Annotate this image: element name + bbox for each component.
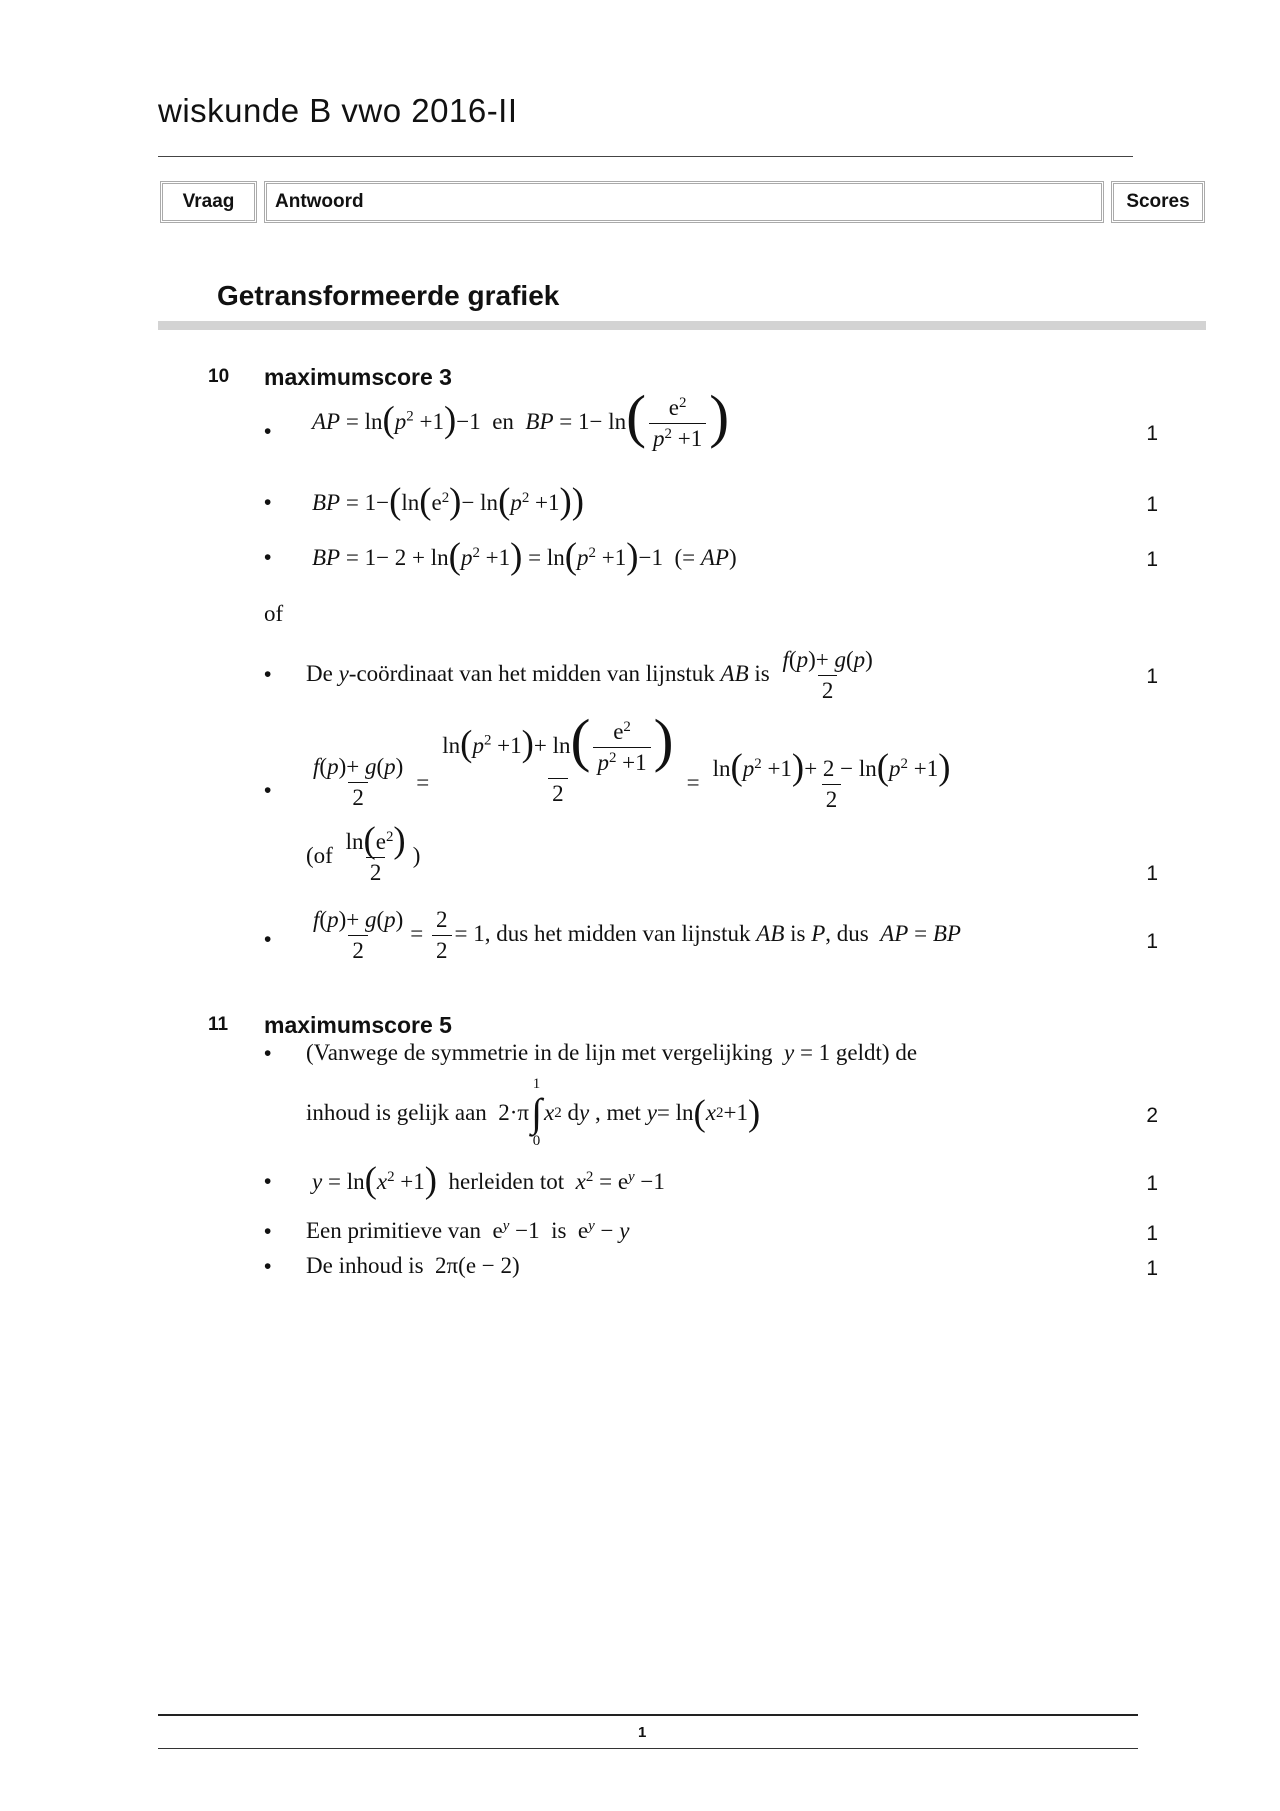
answer-step: BP = $1- 2 + \ln(p^2 +1) = \ln(p^2 +1)-1$ (= AP) [312,535,737,576]
answer-step: (Vanwege de symmetrie in de lijn met vergelijking y = 1 geldt) de [306,1040,918,1065]
maximum-score: maximumscore 5 [264,1012,452,1038]
answer-step: $\frac{f(p)+ g(p)}{2}$ = $\frac{2}{2}$ = 1, dus het midden van lijnstuk AB is P, dus AP = BP [313,907,961,963]
answer-step: De inhoud is 2π(e − 2) [306,1253,520,1278]
question-number: 11 [208,1014,229,1035]
bullet: • [264,546,272,569]
step-score: 1 [1146,665,1158,688]
alternative-separator: of [264,601,284,626]
step-score: 1 [1146,1172,1158,1195]
step-score: 1 [1146,1222,1158,1245]
title-divider [158,156,1133,157]
answer-step: $y = \ln(x^2 +1)$ herleiden tot $x^2 = e^y -1$ [312,1159,665,1200]
bullet: • [264,663,272,686]
step-score: 1 [1146,493,1158,516]
answer-step: De y-coördinaat van het midden van lijnstuk AB is $\frac{f(p)+ g(p)}{2}$ [306,647,873,703]
bullet: • [264,779,272,802]
bullet: • [264,1220,272,1243]
section-divider [158,321,1206,330]
answer-step: Een primitieve van $e^y -1$ is $e^y - y$ [306,1217,630,1243]
bullet: • [264,928,272,951]
step-score: 1 [1146,1257,1158,1280]
bullet: • [264,1042,272,1065]
step-score: 1 [1146,930,1158,953]
bullet: • [264,1255,272,1278]
footer-divider-top [158,1714,1138,1716]
question-number: 10 [208,366,230,387]
step-score: 2 [1146,1104,1158,1127]
column-header-scores: Scores [1111,181,1205,223]
bullet: • [264,1170,272,1193]
column-header-vraag: Vraag [160,181,257,223]
step-score: 1 [1146,422,1158,445]
document-title: wiskunde B vwo 2016-II [158,92,518,129]
bullet: • [264,491,272,514]
bullet: • [264,420,272,443]
section-title: Getransformeerde grafiek [217,280,560,311]
answer-step: $\frac{f(p)+ g(p)}{2}$ = $\ln(p^2 +1)+ \ln$( $\frac{e^2}{p^2 +1}$ ) 2 = $\frac{\ln(p^2 +1)+ 2 - \ln(p^2 +1)}{2}$ (of $\frac{\ln(e^2)}{2}$ ) [306,706,951,886]
footer-divider-bottom [158,1748,1138,1749]
answer-step: AP = $\ln(p^2 +1)-1$ en BP = 1− ln( $\frac{e^2}{p^2 +1}$ ) [312,382,730,451]
answer-step-continuation: inhoud is gelijk aan 2·π 1 ∫ 0 x 2 d y , met y = ln ( x 2 +1 ) [306,1076,761,1149]
maximum-score: maximumscore 3 [264,364,452,390]
step-score: 1 [1146,862,1158,885]
step-score: 1 [1146,548,1158,571]
column-header-antwoord: Antwoord [264,181,1104,223]
page-number: 1 [638,1724,647,1741]
answer-step: BP = $1-(\ln(e^2)- \ln(p^2 +1))$ [312,480,585,521]
